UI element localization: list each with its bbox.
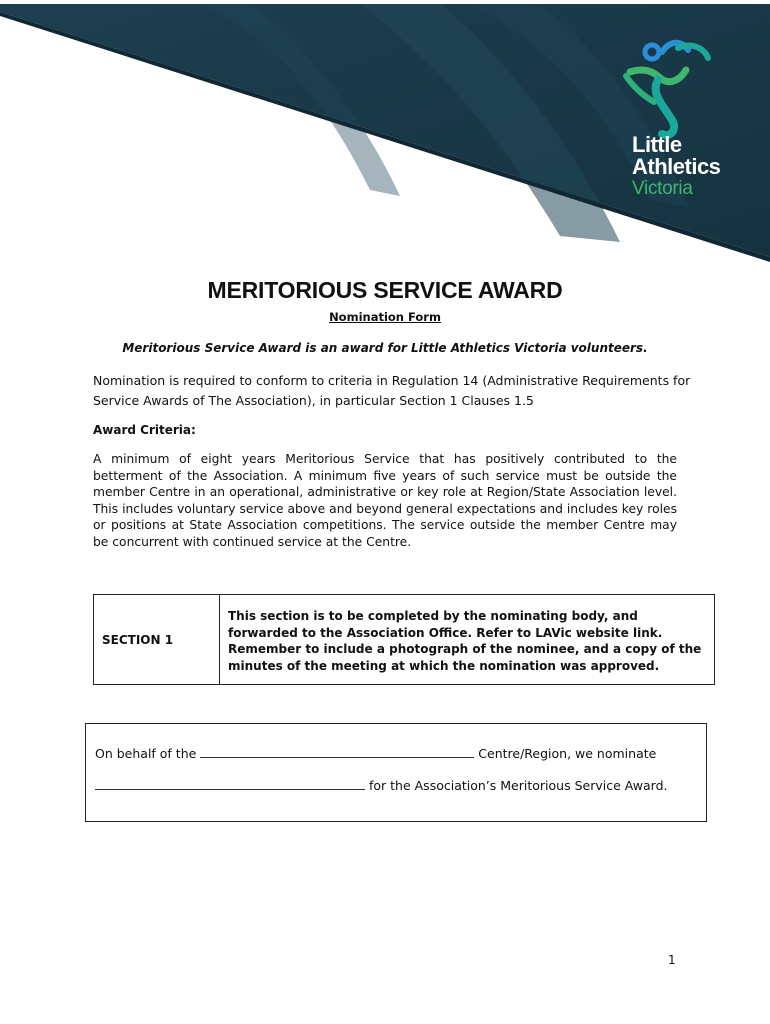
section-1-table <box>93 594 715 685</box>
form-subtitle: Nomination Form <box>329 310 441 324</box>
nomination-prefix: On behalf of the <box>95 746 197 761</box>
nomination-box <box>85 723 707 822</box>
page-title: MERITORIOUS SERVICE AWARD <box>207 277 563 303</box>
page-number: 1 <box>668 953 676 967</box>
intro-paragraph: Nomination is required to conform to criteria in Regulation 14 (Administrative Requirements for Service Awards of The Association), in particular Section 1 Clauses 1.5 <box>93 373 691 408</box>
section-description: This section is to be completed by the nominating body, and forwarded to the Association Office. Refer to LAVic website link. Remember to include a photograph of the nominee, and a copy of the minutes of the meeting at which the nomination was approved. <box>228 609 702 673</box>
logo-wordmark <box>632 134 720 200</box>
centre-region-field[interactable] <box>200 746 474 758</box>
nomination-award-suffix: for the Association’s Meritorious Service Award. <box>368 778 668 793</box>
section-label: SECTION 1 <box>94 595 220 684</box>
logo-word-little: Little <box>632 132 682 157</box>
nomination-line-nominee <box>95 778 668 793</box>
criteria-paragraph: A minimum of eight years Meritorious Service that has positively contributed to the betterment of the Association. A minimum five years of such service must be outside the member Centre in an operational, administrative or key role at Region/State Association level. This includes voluntary service above and beyond general expectations and includes key roles or positions at State Association competitions. The service outside the member Centre may be concurrent with continued service at the Centre. <box>93 452 677 549</box>
nominee-name-field[interactable] <box>95 778 365 790</box>
logo-word-athletics: Athletics <box>632 154 721 179</box>
nomination-line-centre <box>95 746 656 761</box>
criteria-heading: Award Criteria: <box>93 423 196 437</box>
nomination-centre-suffix: Centre/Region, we nominate <box>478 746 657 761</box>
logo-word-victoria: Victoria <box>632 178 693 199</box>
award-tagline: Meritorious Service Award is an award for Little Athletics Victoria volunteers. <box>122 341 648 355</box>
